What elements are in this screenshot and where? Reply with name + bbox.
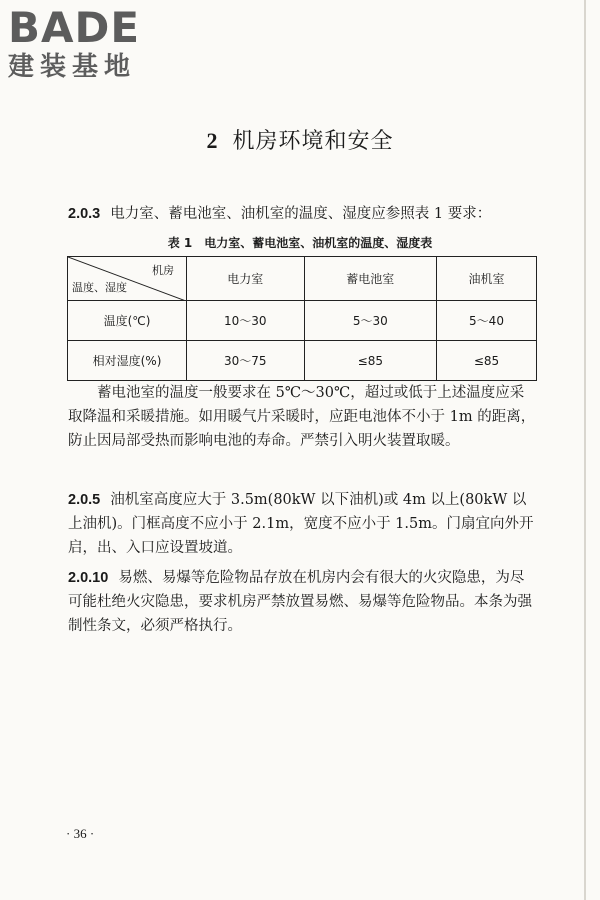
clause-2-0-5 <box>68 488 536 560</box>
logo-sub-text: 建装基地 <box>8 52 137 82</box>
page-edge-shadow <box>584 0 586 900</box>
table-header-row <box>68 257 537 301</box>
table-corner-cell <box>68 257 187 301</box>
table-header-cell: 电力室 <box>187 257 305 301</box>
logo-main-text: BADE <box>8 3 141 52</box>
page-number: · 36 · <box>66 826 95 841</box>
table-caption: 表 1 电力室、蓄电池室、油机室的温度、湿度表 <box>167 236 433 250</box>
table-cell: 10～30 <box>187 301 305 341</box>
table-cell: ≤85 <box>437 341 537 381</box>
table-row-label: 相对湿度(%) <box>68 341 187 381</box>
clause-number: 2.0.5 <box>68 492 101 508</box>
table-row <box>68 341 537 381</box>
logo <box>8 3 178 82</box>
table-cell: 5～40 <box>437 301 537 341</box>
table-header-cell: 蓄电池室 <box>304 257 436 301</box>
table-row-label: 温度(℃) <box>68 301 187 341</box>
table-header-cell: 油机室 <box>437 257 537 301</box>
clause-number: 2.0.10 <box>68 570 109 586</box>
corner-bottom-label: 温度、湿度 <box>72 281 127 294</box>
clause-2-0-10 <box>68 566 536 638</box>
environment-table <box>67 256 537 381</box>
clause-number: 2.0.3 <box>68 206 101 222</box>
table-cell: 30～75 <box>187 341 305 381</box>
table-cell: ≤85 <box>304 341 436 381</box>
clause-text: 易燃、易爆等危险物品存放在机房内会有很大的火灾隐患，为尽可能杜绝火灾隐患，要求机房严禁放置易燃、易爆等危险物品。本条为强制性条文，必须严格执行。 <box>68 570 532 634</box>
clause-2-0-3 <box>68 202 536 226</box>
table-row <box>68 301 537 341</box>
chapter-number: 2 <box>206 128 219 153</box>
table-cell: 5～30 <box>304 301 436 341</box>
clause-text: 油机室高度应大于 3.5m(80kW 以下油机)或 4m 以上(80kW 以上油机)。门框高度不应小于 2.1m，宽度不应小于 1.5m。门扇宜向外开启，出、入口应设置坡道。 <box>68 492 534 556</box>
clause-text: 电力室、蓄电池室、油机室的温度、湿度应参照表 1 要求： <box>110 206 492 222</box>
corner-top-label: 机房 <box>152 264 174 277</box>
chapter-title: 机房环境和安全 <box>232 129 394 154</box>
chapter-heading <box>0 124 600 155</box>
battery-room-paragraph: 蓄电池室的温度一般要求在 5℃～30℃，超过或低于上述温度应采取降温和采暖措施。如用暖气片采暖时，应距电池体不小于 1m 的距离，防止因局部受热而影响电池的寿命。严禁引入明火装置取暖。 <box>68 385 536 449</box>
